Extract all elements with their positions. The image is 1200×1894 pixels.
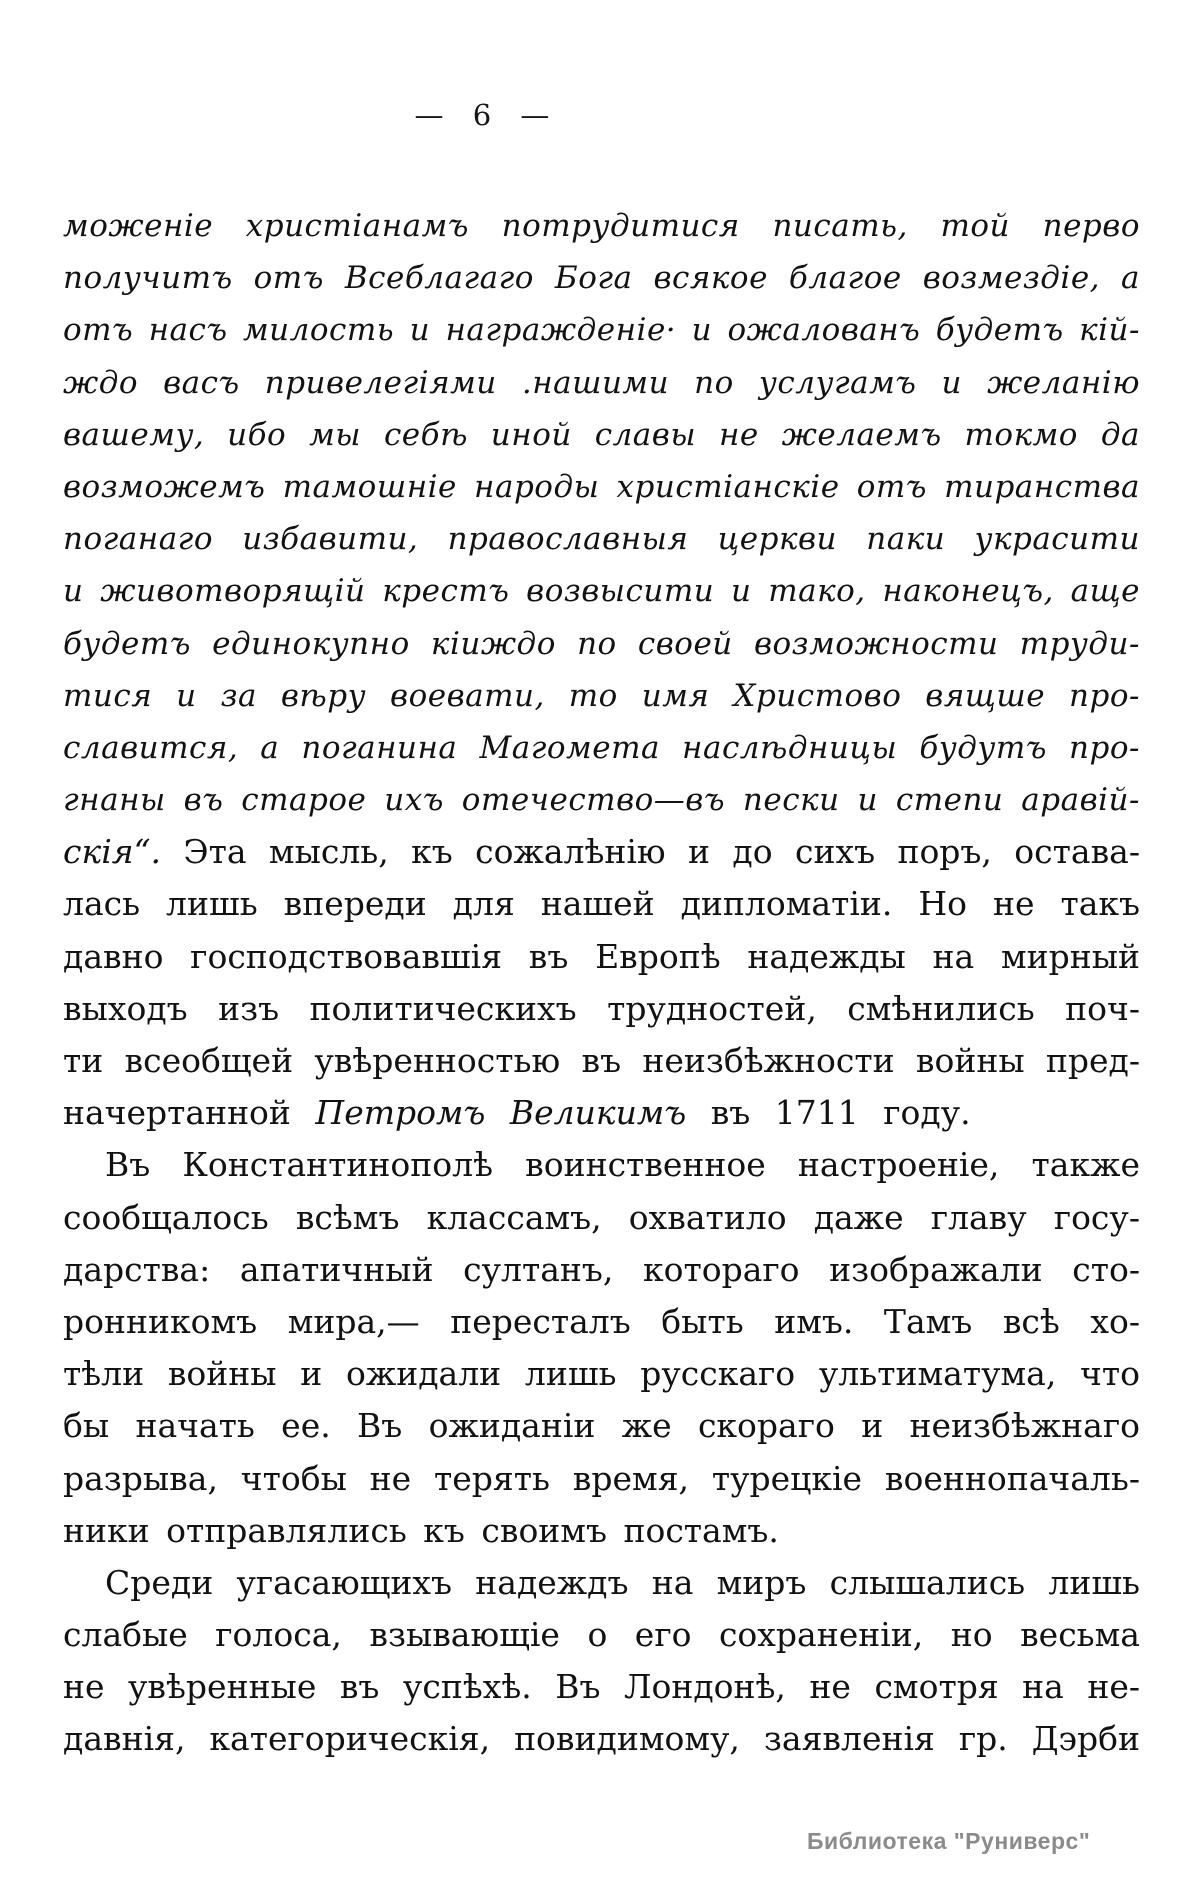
text-line	[63, 1609, 1140, 1661]
text-line	[63, 722, 1140, 774]
text-segment: Среди угасающихъ надеждъ на миръ слышались лишь	[105, 1562, 1140, 1602]
text-segment: тѣли войны и ожидали лишь русскаго ультиматума, что	[63, 1354, 1140, 1394]
text-line	[63, 1557, 1140, 1609]
text-segment: лась лишь впереди для нашей дипломатіи. Но не такъ	[63, 884, 1140, 924]
text-segment: бы начать ее. Въ ожиданіи же скораго и неизбѣжнаго	[63, 1406, 1140, 1446]
italic-text-segment: скія“.	[63, 832, 161, 872]
italic-text-segment: и животворящій крестъ возвысити и тако, наконецъ, аще	[63, 573, 1140, 610]
text-line	[63, 1661, 1140, 1713]
text-line	[63, 1035, 1140, 1087]
text-line	[63, 931, 1140, 983]
page-number-header: — 6 —	[414, 98, 552, 132]
text-line	[63, 1296, 1140, 1348]
text-line	[63, 1453, 1140, 1505]
text-line	[63, 1192, 1140, 1244]
italic-text-segment: поганаго избавити, православныя церкви паки украсити	[63, 521, 1140, 558]
text-line	[63, 618, 1140, 670]
text-segment: начертанной	[63, 1093, 316, 1133]
text-line	[63, 513, 1140, 565]
text-line	[63, 826, 1140, 878]
text-line	[63, 304, 1140, 356]
text-line	[63, 1087, 1140, 1139]
italic-text-segment: славится, а поганина Магомета наслѣдницы будутъ про-	[63, 729, 1140, 766]
italic-text-segment: гнаны въ старое ихъ отечество—въ пески и степи аравій-	[63, 782, 1140, 819]
text-line	[63, 774, 1140, 826]
text-line	[63, 1348, 1140, 1400]
text-segment: ти всеобщей увѣренностью въ неизбѣжности войны пред-	[63, 1041, 1140, 1080]
italic-text-segment: отъ насъ милость и награжденіе· и ожалованъ будетъ кій-	[63, 312, 1140, 349]
italic-text-segment: Петромъ Великимъ	[315, 1093, 687, 1133]
text-segment: слабые голоса, взывающіе о его сохраненіи, но весьма	[63, 1615, 1140, 1655]
italic-text-segment: моженіе христіанамъ потрудитися писать, той перво	[63, 208, 1140, 244]
text-segment: давно господствовавшія въ Европѣ надежды на мирный	[63, 936, 1140, 976]
text-segment: сообщалось всѣмъ классамъ, охватило даже главу госу-	[63, 1197, 1140, 1237]
library-watermark: Библиотека "Руниверс"	[807, 1828, 1091, 1854]
italic-text-segment: ждо васъ привелегіями .нашими по услугамъ и желанію	[63, 364, 1140, 401]
page-body	[63, 200, 1140, 1766]
text-line	[63, 461, 1140, 513]
text-line	[63, 1400, 1140, 1452]
text-segment: разрыва, чтобы не терять время, турецкіе военнопачаль-	[63, 1458, 1140, 1498]
text-segment: Эта мысль, къ сожалѣнію и до сихъ поръ, остава-	[160, 832, 1140, 872]
text-line	[63, 252, 1140, 304]
text-line	[63, 1139, 1140, 1191]
text-line	[63, 983, 1140, 1035]
text-segment: въ 1711 году.	[686, 1093, 971, 1133]
text-line	[63, 409, 1140, 461]
text-line	[63, 1505, 1140, 1557]
text-line	[63, 1244, 1140, 1296]
text-segment: выходъ изъ политическихъ трудностей, смѣнились поч-	[63, 988, 1140, 1028]
text-segment: дарства: апатичный султанъ, котораго изображали сто-	[63, 1249, 1140, 1289]
text-segment: давнія, категорическія, повидимому, заявленія гр. Дэрби	[63, 1719, 1140, 1759]
text-segment: не увѣренные въ успѣхѣ. Въ Лондонѣ, не смотря на не-	[63, 1667, 1140, 1707]
text-line	[63, 1713, 1140, 1765]
italic-text-segment: тися и за вѣру воевати, то имя Христово вящше про-	[63, 677, 1140, 714]
text-line	[63, 565, 1140, 617]
text-line	[63, 200, 1140, 252]
text-segment: ники отправлялись къ своимъ постамъ.	[63, 1510, 779, 1550]
text-line	[63, 357, 1140, 409]
italic-text-segment: возможемъ тамошніе народы христіанскіе отъ тиранства	[63, 468, 1140, 505]
italic-text-segment: будетъ единокупно кіиждо по своей возможности труди-	[63, 625, 1140, 662]
text-segment: ронникомъ мира,— пересталъ быть имъ. Тамъ всѣ хо-	[63, 1301, 1140, 1341]
italic-text-segment: вашему, ибо мы себѣ иной славы не желаемъ токмо да	[63, 416, 1140, 453]
text-line	[63, 670, 1140, 722]
italic-text-segment: получитъ отъ Всеблагаго Бога всякое благое возмездіе, а	[63, 260, 1140, 297]
text-line	[63, 878, 1140, 930]
text-segment: Въ Константинополѣ воинственное настроеніе, также	[105, 1145, 1140, 1185]
